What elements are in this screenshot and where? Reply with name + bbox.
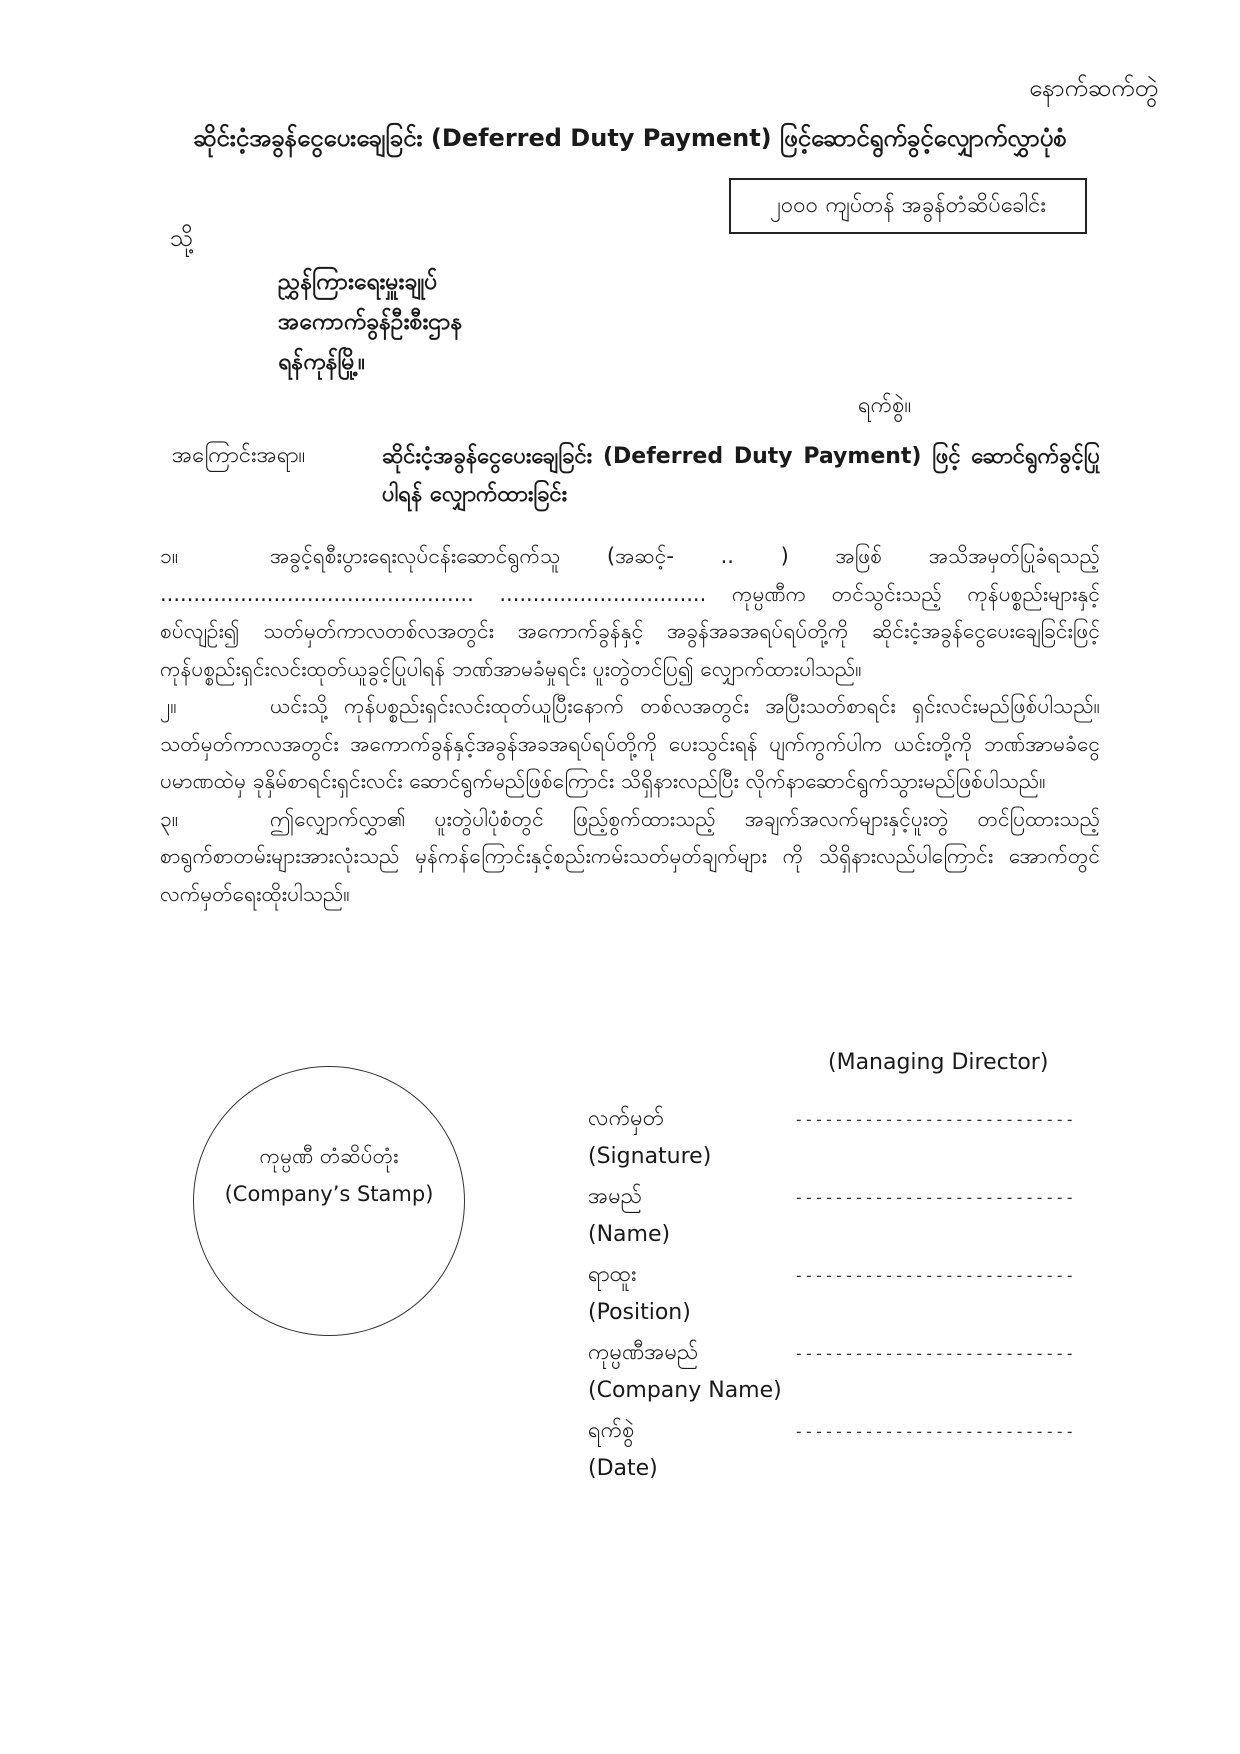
field-label-english: (Date) <box>588 1456 658 1481</box>
field-label-myanmar: ကုမ္ပဏီအမည် <box>588 1340 699 1365</box>
field-label-myanmar: လက်မှတ် <box>588 1106 665 1131</box>
position-field-label <box>588 1256 691 1332</box>
paragraph-number: ၃။ <box>160 806 179 831</box>
company-name-field-label <box>588 1334 782 1410</box>
managing-director-label: (Managing Director) <box>828 1050 1049 1075</box>
field-label-english: (Name) <box>588 1222 671 1247</box>
stamp-label-myanmar: ကုမ္ပဏီ တံဆိပ်တုံး <box>259 1144 399 1168</box>
to-label: သို့ <box>170 224 194 252</box>
letter-body <box>160 538 1100 913</box>
company-name-blank: ---------------------------- <box>794 1344 1075 1363</box>
field-label-english: (Signature) <box>588 1144 712 1169</box>
field-label-english: (Company Name) <box>588 1378 782 1403</box>
paragraph <box>160 688 1100 801</box>
name-blank: ---------------------------- <box>794 1188 1075 1207</box>
recipient-address <box>278 262 462 382</box>
signature-field-label <box>588 1100 711 1176</box>
field-label-myanmar: အမည် <box>588 1184 643 1209</box>
paragraph-text: ယင်းသို့ ကုန်ပစ္စည်းရှင်းလင်းထုတ်ယူပြီးနောက် တစ်လအတွင်း အပြီးသတ်စာရင်း ရှင်းလင်းမည်ဖြစ်ပါသည်။ သတ်မှတ်ကာလအတွင်း အကောက်ခွန်နှင့်အခွန်အခအရပ်ရပ်တို့ကို ပေးသွင်းရန် ပျက်ကွက်ပါက ယင်းတို့ကို ဘဏ်အာမခံငွေပမာဏထဲမှ ခုနှိမ်စာရင်းရှင်းလင်း ဆောင်ရွက်မည်ဖြစ်ကြောင်း သိရှိနားလည်ပြီး လိုက်နာဆောင်ရွက်သွားမည်ဖြစ်ပါသည်။ <box>160 694 1100 793</box>
recipient-line: အကောက်ခွန်ဦးစီးဌာန <box>278 309 463 335</box>
paragraph-number: ၁။ <box>160 544 179 568</box>
stamp-label-english: (Company’s Stamp) <box>224 1182 434 1206</box>
revenue-stamp-text: ၂၀၀၀ ကျပ်တန် အခွန်တံဆိပ်ခေါင်း <box>770 192 1046 218</box>
name-field-label <box>588 1178 670 1254</box>
recipient-line: ရန်ကုန်မြို့။ <box>278 349 366 375</box>
date-label: ရက်စွဲ။ <box>858 393 912 418</box>
date-blank: ---------------------------- <box>794 1422 1075 1441</box>
annex-label: နောက်ဆက်တွဲ <box>1029 74 1158 102</box>
paragraph <box>160 801 1100 914</box>
field-label-english: (Position) <box>588 1300 691 1325</box>
position-blank: ---------------------------- <box>794 1266 1075 1285</box>
date-field-label <box>588 1412 658 1488</box>
paragraph-text: ဤလျှောက်လွှာ၏ ပူးတွဲပါပုံစံတွင် ဖြည့်စွက်ထားသည့် အချက်အလက်များနှင့်ပူးတွဲ တင်ပြထားသည့် စာရွက်စာတမ်းများအားလုံးသည် မှန်ကန်ကြောင်းနှင့်စည်းကမ်းသတ်မှတ်ချက်များ ကို သိရှိနားလည်ပါကြောင်း အောက်တွင်လက်မှတ်ရေးထိုးပါသည်။ <box>160 806 1100 906</box>
field-label-myanmar: ရက်စွဲ <box>588 1418 635 1443</box>
company-stamp-label <box>193 1137 465 1213</box>
revenue-stamp-box <box>729 178 1087 234</box>
form-title: ဆိုင်းငံ့အခွန်ငွေပေးချေခြင်း (Deferred Duty Payment) ဖြင့်ဆောင်ရွက်ခွင့်လျှောက်လွှာပုံစံ <box>193 124 1067 152</box>
subject-label: အကြောင်းအရာ။ <box>172 443 306 468</box>
recipient-line: ညွှန်ကြားရေးမှူးချုပ် <box>278 269 438 295</box>
paragraph <box>160 538 1100 688</box>
signature-blank: ---------------------------- <box>794 1110 1075 1129</box>
paragraph-number: ၂။ <box>160 694 177 718</box>
paragraph-text: အခွင့်ရစီးပွားရေးလုပ်ငန်းဆောင်ရွက်သူ (အဆင့်- .. ) အဖြစ် အသိအမှတ်ပြုခံရသည့် ............................................... ............................... ကုမ္ပဏီက တင်သွင်းသည့် ကုန်ပစ္စည်းများနှင့်စပ်လျဉ်း၍ သတ်မှတ်ကာလတစ်လအတွင်း အကောက်ခွန်နှင့် အခွန်အခအရပ်ရပ်တို့ကို ဆိုင်းငံ့အခွန်ငွေပေးချေခြင်းဖြင့် ကုန်ပစ္စည်းရှင်းလင်းထုတ်ယူခွင့်ပြုပါရန် ဘဏ်အာမခံမှုရင်း ပူးတွဲတင်ပြ၍ လျှောက်ထားပါသည်။ <box>160 544 1100 681</box>
subject-text: ဆိုင်းငံ့အခွန်ငွေပေးချေခြင်း (Deferred Duty Payment) ဖြင့် ဆောင်ရွက်ခွင့်ပြုပါရန် လျှောက်ထားခြင်း <box>382 444 1100 507</box>
field-label-myanmar: ရာထူး <box>588 1262 637 1287</box>
